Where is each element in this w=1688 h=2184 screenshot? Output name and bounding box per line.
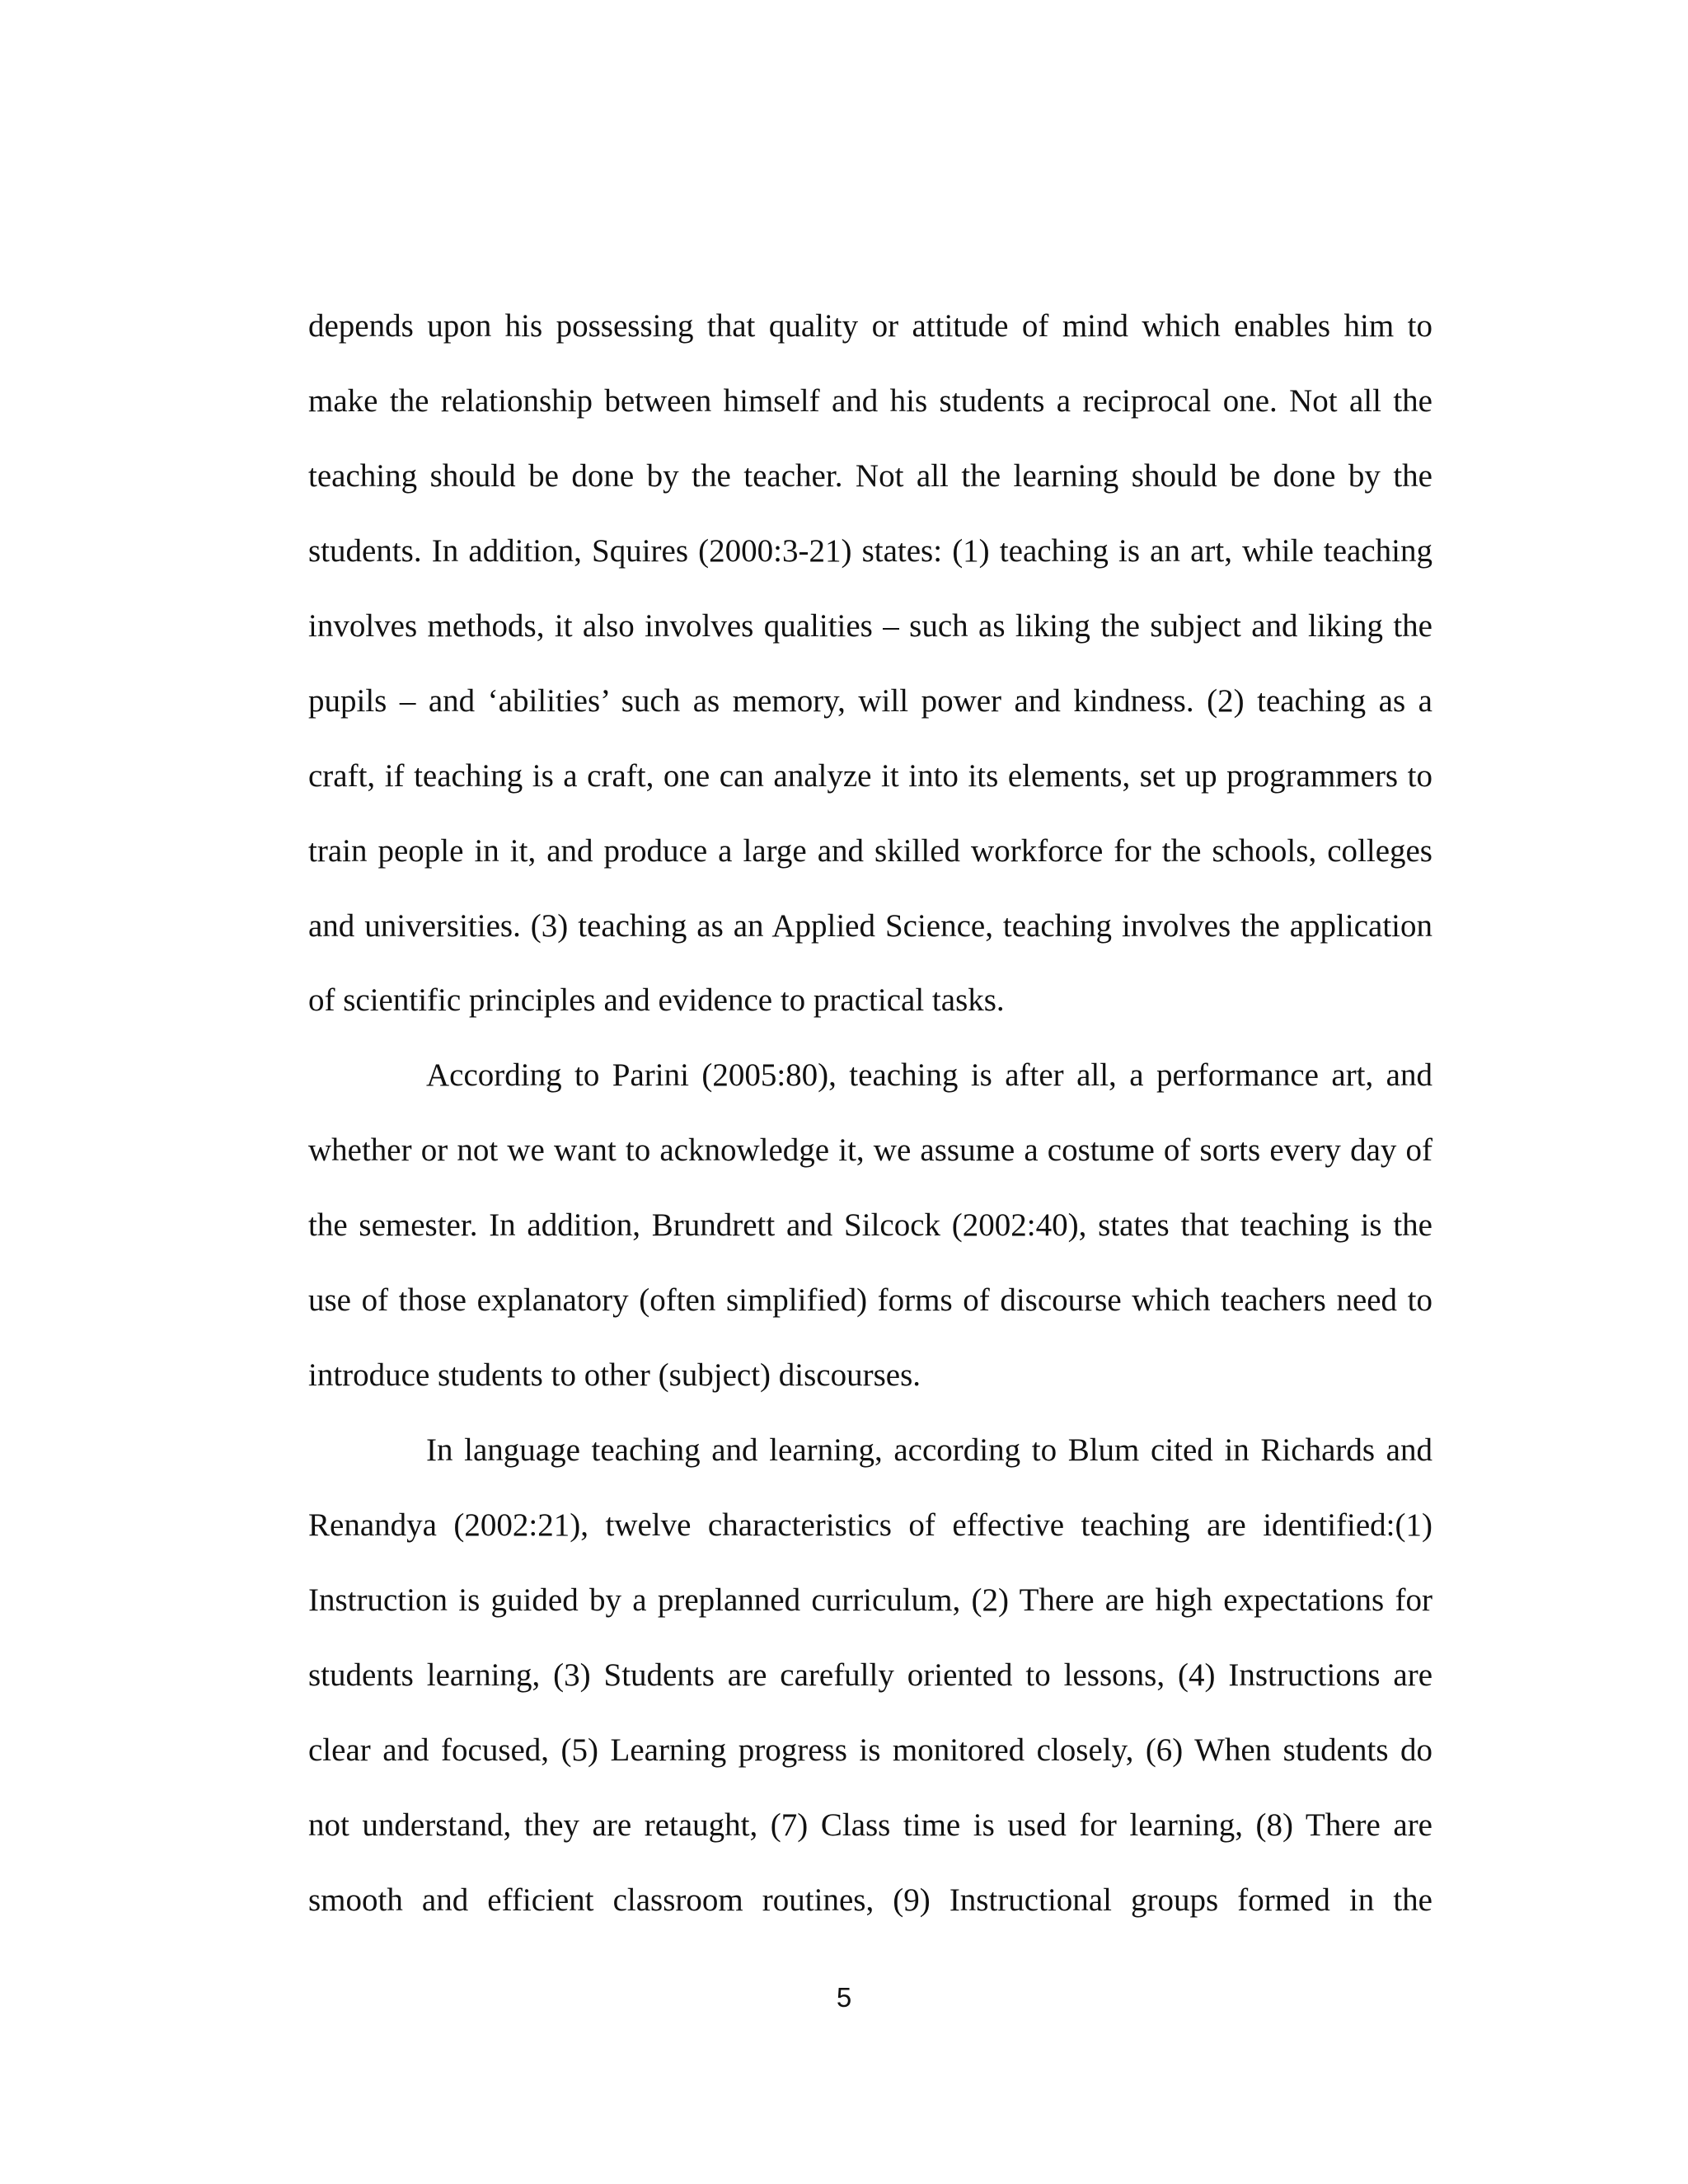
- paragraph-2-line-4: use of those explanatory (often simplified) forms of discourse which teachers need to: [308, 1282, 1432, 1318]
- paragraph-1-line-1: depends upon his possessing that quality or attitude of mind which enables him to: [308, 308, 1432, 344]
- paragraph-1-line-7: craft, if teaching is a craft, one can analyze it into its elements, set up programmers to: [308, 758, 1432, 794]
- paragraph-3-line-4: students learning, (3) Students are carefully oriented to lessons, (4) Instructions are: [308, 1657, 1432, 1693]
- paragraph-3-line-5: clear and focused, (5) Learning progress is monitored closely, (6) When students do: [308, 1732, 1432, 1768]
- paragraph-2-line-1: According to Parini (2005:80), teaching is after all, a performance art, and: [426, 1057, 1432, 1093]
- paragraph-1-line-9: and universities. (3) teaching as an Applied Science, teaching involves the application: [308, 908, 1432, 944]
- paragraph-2-line-2: whether or not we want to acknowledge it, we assume a costume of sorts every day of: [308, 1132, 1432, 1168]
- paragraph-1-line-5: involves methods, it also involves qualities – such as liking the subject and liking the: [308, 608, 1432, 644]
- paragraph-2-line-5: introduce students to other (subject) discourses.: [308, 1357, 921, 1393]
- paragraph-3-line-6: not understand, they are retaught, (7) Class time is used for learning, (8) There are: [308, 1807, 1432, 1843]
- paragraph-3-line-3: Instruction is guided by a preplanned curriculum, (2) There are high expectations for: [308, 1582, 1432, 1618]
- paragraph-1-line-4: students. In addition, Squires (2000:3-21) states: (1) teaching is an art, while teaching: [308, 533, 1432, 569]
- paragraph-3-line-1: In language teaching and learning, according to Blum cited in Richards and: [426, 1432, 1432, 1468]
- paragraph-1-line-6: pupils – and ‘abilities’ such as memory, will power and kindness. (2) teaching as a: [308, 683, 1432, 719]
- paragraph-1-line-2: make the relationship between himself and his students a reciprocal one. Not all the: [308, 383, 1432, 419]
- paragraph-3-line-7: smooth and efficient classroom routines, (9) Instructional groups formed in the: [308, 1882, 1432, 1918]
- paragraph-1-line-8: train people in it, and produce a large and skilled workforce for the schools, colleges: [308, 833, 1432, 869]
- page-number: 5: [836, 1982, 852, 2013]
- paragraph-1-line-3: teaching should be done by the teacher. Not all the learning should be done by the: [308, 458, 1432, 494]
- paragraph-3-line-2: Renandya (2002:21), twelve characteristics of effective teaching are identified:(1): [308, 1507, 1432, 1543]
- paragraph-2-line-3: the semester. In addition, Brundrett and Silcock (2002:40), states that teaching is the: [308, 1207, 1432, 1243]
- paragraph-1-line-10: of scientific principles and evidence to practical tasks.: [308, 982, 1005, 1018]
